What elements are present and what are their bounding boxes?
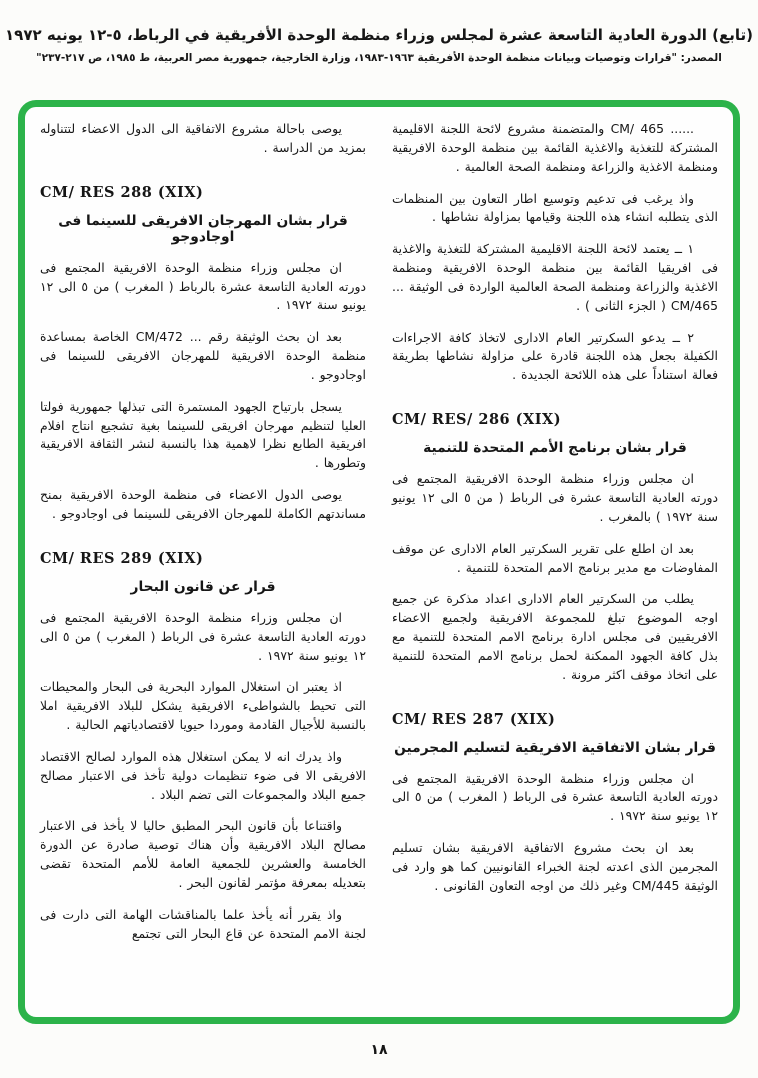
column-right [392,120,718,1007]
paragraph: واذ يدرك انه لا يمكن استغلال هذه الموارد لصالح الاقتصاد الافريقى الا فى ضوء تنظيمات دولية تأخذ فى الاعتبار مصالح جميع البلاد والمجموعات التى تضم البلاد . [40,748,366,802]
paragraph: يوصى الدول الاعضاء فى منظمة الوحدة الافريقية بمنح مساندتهم الكاملة للمهرجان الافريقى للسينما فى اوجادوجو . [40,487,366,521]
header-source-line: المصدر: "قرارات وتوصيات وبيانات منظمة الوحدة الأفريقية ١٩٦٣-١٩٨٣، وزارة الخارجية، جمهورية مصر العربية، ط ١٩٨٥، ص ٢١٧-٢٣٧" [36,52,722,64]
resolution-title: قرار بشان الاتفاقية الافريقية لتسليم المجرمين [394,739,716,756]
paragraph: واذ يقرر أنه يأخذ علما بالمناقشات الهامة التى دارت فى لجنة الامم المتحدة عن قاع البحار التى تجتمع [40,906,366,941]
paragraph: ...... CM/ 465 والمتضمنة مشروع لائحة اللجنة الاقليمية المشتركة للتغذية والاغذية القائمة بين منظمة الوحدة الافريقية ومنظمة الاغذية والزراعة ومنظمة الصحة العالمية . [392,121,718,174]
paragraph: ان مجلس وزراء منظمة الوحدة الافريقية المجتمع فى دورته العادية التاسعة عشرة بالرباط ( المغرب ) من ٥ الى ١٢ يونيو سنة ١٩٧٢ . [40,259,366,313]
paragraph: ان مجلس وزراء منظمة الوحدة الافريقية المجتمع فى دورته العادية التاسعة عشرة فى الرباط ( المغرب ) من ٥ الى ١٢ يونيو سنة ١٩٧٢ . [392,770,719,824]
resolution-ref: CM/ RES 289 (XIX) [40,549,204,567]
paragraph: ٢ ــ يدعو السكرتير العام الادارى لاتخاذ كافة الاجراءات الكفيلة بجعل هذه اللجنة قادرة على مزاولة نشاطها بطريقة فعالة استناداً على هذه اللائحة الجديدة . [392,329,718,383]
paragraph: بعد ان بحث الوثيقة رقم ... CM/472 الخاصة بمساعدة منظمة الوحدة الافريقية للمهرجان الافريقى للسينما فى اوجادوجو . [40,329,366,382]
paragraph: ١ ــ يعتمد لائحة اللجنة الاقليمية المشتركة للتغذية والاغذية فى افريقيا القائمة بين منظمة الوحدة الافريقية ومنظمة الاغذية والزراعة ومنظمة الصحة العالمية الواردة فى الوثيقة ... CM/465 ( الجزء الثانى ) . [392,241,718,313]
resolution-title: قرار عن قانون البحار [130,578,276,595]
page-number: ١٨ [370,1042,388,1058]
paragraph: واذ يرغب فى تدعيم وتوسيع اطار التعاون بين المنظمات الذى يتطلبه انشاء هذه اللجنة وقيامها بمزاولة نشاطها . [392,190,718,225]
paragraph: يطلب من السكرتير العام الادارى اعداد مذكرة عن جميع اوجه الموضوع تبلغ للمجموعة الافريقية ولجميع الاعضاء الافريقيين فى مجلس ادارة برنامج الامم المتحدة للتنمية مع بذل كافة الجهود الممكنة لحمل برنامج الامم المتحدة للتنمية على اتخاذ موقف اكثر مرونة . [392,591,718,682]
green-border-frame [18,100,740,1024]
header-title: (تابع) الدورة العادية التاسعة عشرة لمجلس وزراء منظمة الوحدة الأفريقية في الرباط، ٥-١٢ يونيه ١٩٧٢ [5,26,753,44]
paragraph: ان مجلس وزراء منظمة الوحدة الافريقية المجتمع فى دورته العادية التاسعة عشرة فى الرباط ( من ٥ الى ١٢ يونيو سنة ١٩٧٢ ) بالمغرب . [392,471,718,524]
paragraph: يوصى باحالة مشروع الاتفاقية الى الدول الاعضاء لتتناوله بمزيد من الدراسة . [40,121,366,155]
paragraph: ان مجلس وزراء منظمة الوحدة الافريقية المجتمع فى دورته العادية التاسعة عشرة فى الرباط ( المغرب ) من ٥ الى ١٢ يونيو سنة ١٩٧٢ . [40,609,367,663]
paragraph: بعد ان اطلع على تقرير السكرتير العام الادارى عن موقف المفاوضات مع مدير برنامج الامم المتحدة للتنمية . [392,540,718,575]
page-header [0,26,758,64]
resolution-ref: CM/ RES/ 286 (XIX) [392,411,562,429]
resolution-title: قرار بشان المهرجان الافريقى للسينما فى اوجادوجو [58,212,348,245]
paragraph: بعد ان بحث مشروع الاتفاقية الافريقية بشان تسليم المجرمين الذى اعدته لجنة الخبراء القانونيين كما هو وارد فى الوثيقة CM/445 وغير ذلك من اوجه التعاون القانونى . [392,840,718,893]
column-left [40,120,366,1007]
paragraph: اذ يعتبر ان استغلال الموارد البحرية فى البحار والمحيطات التى تحيط بالشواطىء الافريقية يشكل للبلاد الافريقية املا بالنسبة للأجيال القادمة وموردا حيويا لاقتصادياتهم الحالية . [40,679,366,733]
paragraph: واقتناعا بأن قانون البحر المطبق حاليا لا يأخذ فى الاعتبار مصالح البلاد الافريقية وأن هناك توصية صادرة عن الدورة الخامسة والعشرين للجمعية العامة للأمم المتحدة تقضى بتعديله بمعرفة مؤتمر لقانون البحر . [40,818,366,890]
resolution-title: قرار بشان برنامج الأمم المتحدة للتنمية [423,440,687,457]
resolution-ref: CM/ RES 288 (XIX) [40,183,204,201]
resolution-ref: CM/ RES 287 (XIX) [392,710,556,728]
two-column-text-area [40,120,718,1007]
paragraph: يسجل بارتياح الجهود المستمرة التى تبذلها جمهورية فولتا العليا لتنظيم مهرجان افريقى للسينما بغية تشجيع انتاج افلام افريقية الطابع نظرا لاهمية هذا بالنسبة لنشر الثقافة الافريقية وتطورها . [40,398,366,471]
